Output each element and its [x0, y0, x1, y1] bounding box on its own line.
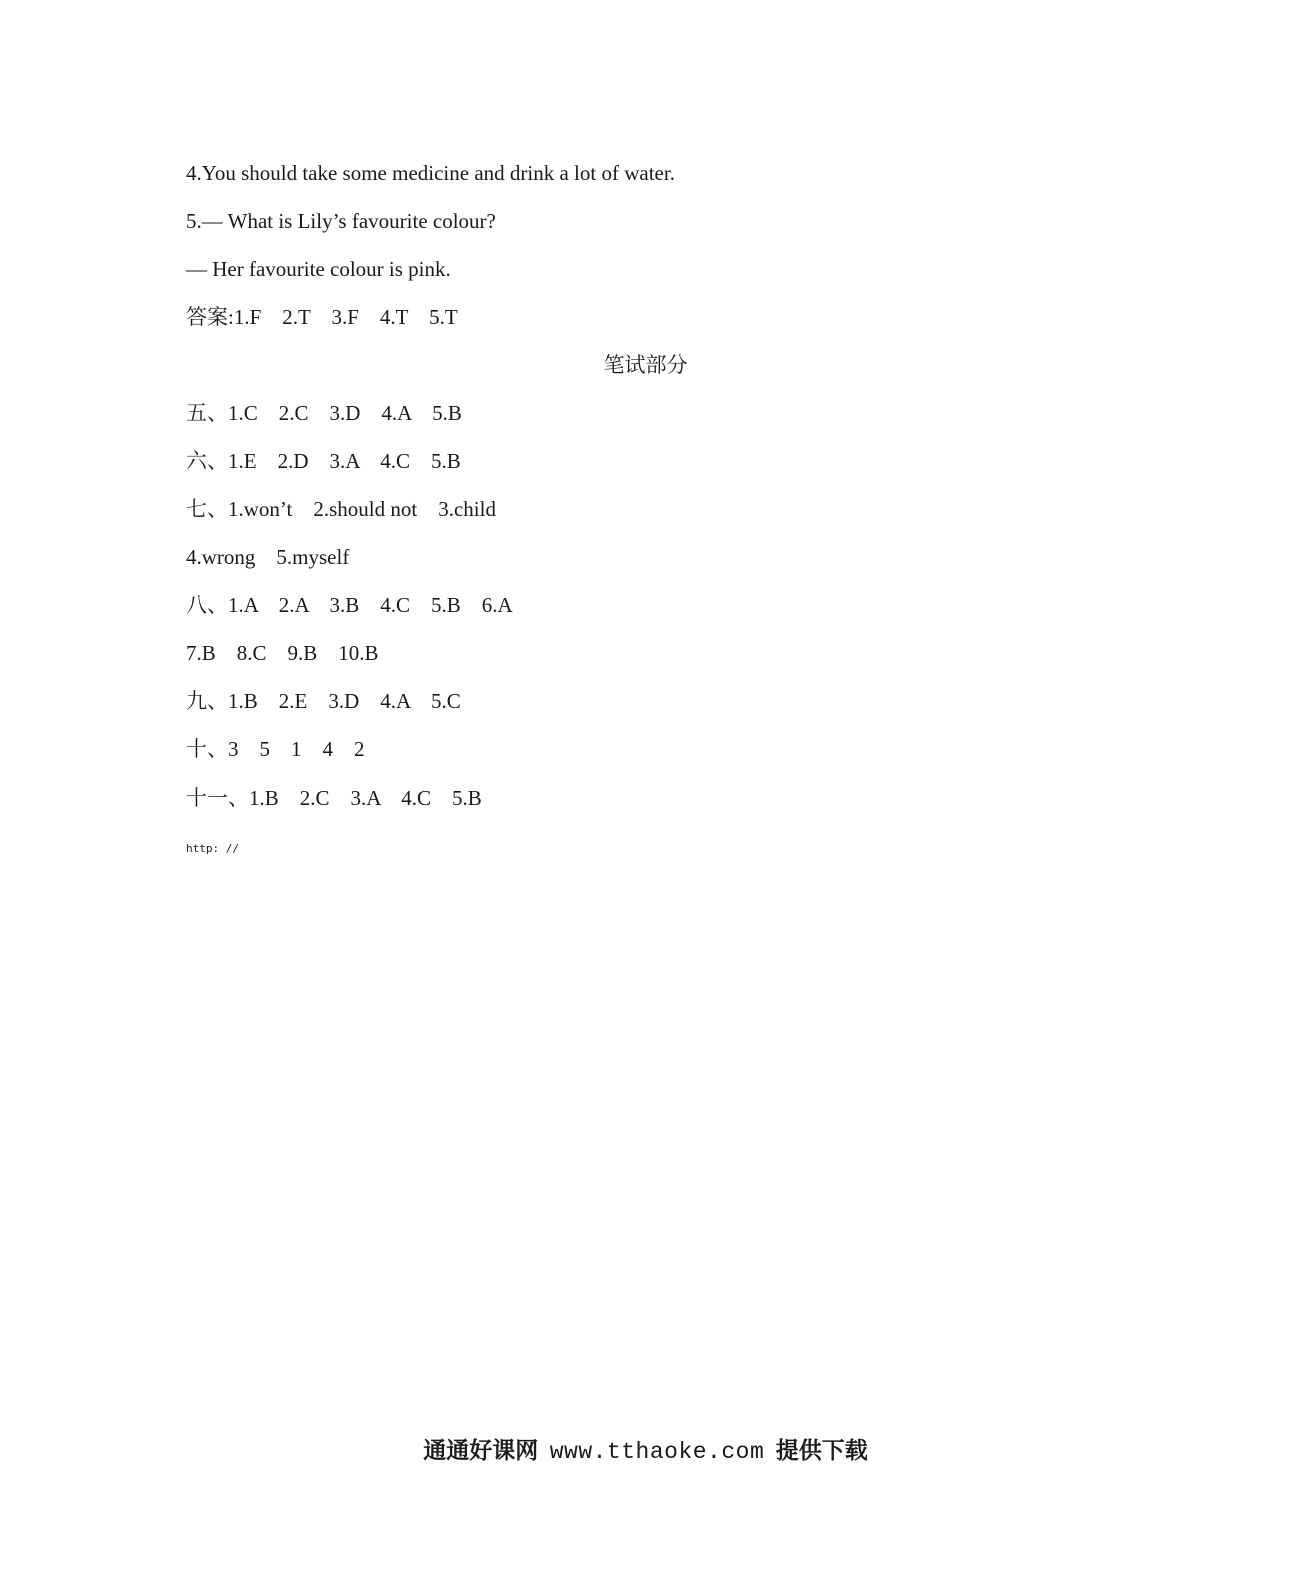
listening-answers: 答案:1.F 2.T 3.F 4.T 5.T [186, 305, 458, 329]
listening-line-4: 4.You should take some medicine and drink a lot of water. [186, 161, 675, 185]
answer-row: 八、1.A 2.A 3.B 4.C 5.B 6.A [186, 593, 513, 617]
answer-row: 七、1.won’t 2.should not 3.child [186, 497, 496, 521]
section-heading: 笔试部分 [603, 353, 688, 377]
answer-row: 十、3 5 1 4 2 [186, 737, 365, 761]
answer-row: 六、1.E 2.D 3.A 4.C 5.B [186, 449, 461, 473]
footer-site-name: 通通好课网 [423, 1438, 539, 1464]
answer-row: 九、1.B 2.E 3.D 4.A 5.C [186, 689, 461, 713]
listening-line-5-answer: — Her favourite colour is pink. [186, 257, 451, 281]
answer-row: 十一、1.B 2.C 3.A 4.C 5.B [186, 786, 482, 810]
footer-banner [0, 1436, 1291, 1467]
footer-url[interactable]: www.tthaoke.com [549, 1439, 765, 1465]
answer-row: 五、1.C 2.C 3.D 4.A 5.B [186, 401, 462, 425]
answer-row: 7.B 8.C 9.B 10.B [186, 641, 379, 665]
footer-tagline: 提供下载 [775, 1438, 868, 1464]
answer-row: 4.wrong 5.myself [186, 545, 350, 569]
link-text[interactable]: http: // [186, 842, 239, 855]
listening-line-5-question: 5.— What is Lily’s favourite colour? [186, 209, 496, 233]
